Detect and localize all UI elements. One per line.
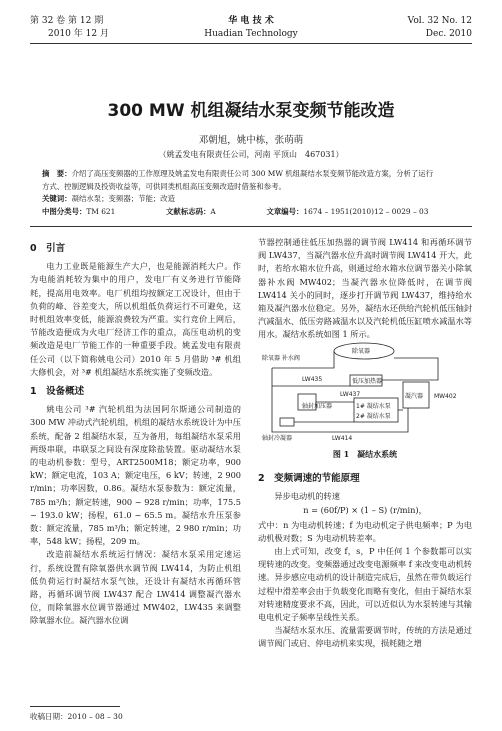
right-column-top bbox=[258, 236, 472, 342]
header-journal-cn: 华 电 技 术 bbox=[228, 16, 274, 26]
label-pump1: 1# 凝结水泵 bbox=[356, 403, 391, 410]
header-rule bbox=[30, 43, 472, 44]
header-date-en: Dec. 2010 bbox=[425, 29, 472, 39]
abstract-rule bbox=[30, 226, 472, 227]
artno-label: 文章编号： bbox=[266, 206, 304, 216]
received-date: 收稿日期：2010 – 08 – 30 bbox=[30, 712, 123, 721]
header-vol-cn: 第 32 卷 第 12 期 bbox=[30, 16, 104, 26]
label-condenser: 凝汽器 bbox=[405, 393, 424, 400]
clc-label: 中图分类号： bbox=[42, 206, 87, 216]
label-lw414: LW414 bbox=[332, 435, 353, 442]
paper-title: 300 MW 机组凝结水泵变频节能改造 bbox=[107, 101, 395, 121]
header-vol-en: Vol. 32 No. 12 bbox=[407, 16, 472, 26]
clc: TM 621 bbox=[86, 206, 116, 216]
section-1-paragraph-2: 改造前凝结水系统运行情况：凝结水泵采用定速运行，系统设置有除氧器供水调节阀 LW414，为防止机组低负荷运行时凝结水泵气蚀，还设计有凝结水再循环管路，再循环调节阀 LW437 配合 LW414 调整凝汽器水位，而除氧器水位调节器通过 MW402，LW435 来调整除氧器水位。凝汽器水位调 bbox=[30, 549, 241, 626]
section-2-paragraph-4: 当凝结水泵水压、流量需要调节时，传统的方法是通过调节阀门或启、停电动机来实现，损耗随之增 bbox=[258, 625, 472, 649]
label-deaerator-valve: 除氧器 补水阀 bbox=[262, 355, 300, 362]
abstract-label: 摘 要： bbox=[42, 169, 72, 178]
right-paragraph-1: 节器控制通往低压加热器的调节阀 LW414 和再循环调节阀 LW437，当凝汽器水位升高时调节阀 LW414 开大，此时，若给水箱水位升高，则通过给水箱水位调节器关小除氧器补水阀 MW402；当凝汽器水位降低时，在调节阀 LW414 关小的同时，逐步打开调节阀 LW437，维持给水箱及凝汽器水位稳定。另外，凝结水还供给汽轮机低压轴封汽减温水、低压旁路减温水以及汽轮机低压缸喷水减温水等用水。凝结水系统如图 1 所示。 bbox=[258, 237, 472, 340]
section-2-heading: 2 变频调速的节能原理 bbox=[258, 473, 360, 484]
label-shaft-cooler: 轴封冷凝器 bbox=[262, 435, 293, 442]
section-1-paragraph-1: 姚电公司 ³# 汽轮机组为法国阿尔斯通公司制造的 300 MW 冲动式汽轮机组，机组的凝结水系统设计为中压系统，配备 2 组凝结水泵，互为备用，每组凝结水泵采用两级串联，串联泵之间设有深度除盐装置。驱动凝结水泵的电动机参数：型号，ART2500M18；额定功率，900 kW；额定电流，103 A；额定电压，6 kV；转速，2 900 r/min；功率因数，0.86。凝结水泵参数为：额定流量，785 m³/h；额定转速，900 ~ 928 r/min；功率，175.5 ~ 193.0 kW；扬程，61.0 ~ 65.5 m。凝结水升压泵参数：额定流量，785 m³/h；额定转速，2 980 r/min；功率，548 kW；扬程，209 m。 bbox=[30, 404, 241, 547]
label-mw402: MW402 bbox=[434, 393, 457, 400]
footnote-rule bbox=[30, 706, 120, 707]
section-1-heading: 1 设备概述 bbox=[30, 386, 85, 398]
section-2-paragraph-2: 式中：n 为电动机转速；f 为电动机定子供电频率；P 为电动机极对数；S 为电动机转差率。 bbox=[258, 519, 472, 543]
left-column bbox=[30, 236, 241, 628]
figure-caption: 图 1 凝结水系统 bbox=[332, 449, 398, 459]
abstract-text-2: 方式、控制逻辑及投资收益等，可供同类机组高压变频改造时借鉴和参考。 bbox=[42, 181, 286, 191]
artno: 1674 – 1951(2010)12 – 0029 – 03 bbox=[303, 206, 429, 216]
keywords-line bbox=[42, 193, 462, 206]
paper-authors: 邓朝旭，姚中栋，张萌萌 bbox=[198, 135, 304, 146]
keywords-label: 关键词： bbox=[42, 194, 72, 203]
abstract-line-2 bbox=[42, 181, 462, 194]
right-column-bottom bbox=[258, 466, 472, 651]
classification-line bbox=[42, 206, 462, 219]
condensate-system-figure bbox=[258, 338, 472, 444]
speed-formula: n = (60f/P) × (1 – S) (r/min)， bbox=[303, 505, 427, 516]
abstract-text-1: 介绍了高压变频器的工作原理及姚孟发电有限责任公司 300 MW 机组凝结水泵变频节能改造方案，分析了运行 bbox=[71, 169, 434, 178]
label-pump2: 2# 凝结水泵 bbox=[356, 413, 391, 420]
doccode-label: 文献标志码： bbox=[166, 206, 211, 216]
section-2-paragraph-1: 异步电动机的转速 bbox=[274, 491, 340, 502]
paper-affiliation: （姚孟发电有限责任公司，河南 平顶山 467031） bbox=[158, 150, 344, 159]
abstract-block bbox=[42, 168, 462, 218]
label-aux-cond: 轴封加压器 bbox=[302, 403, 333, 410]
abstract-line-1 bbox=[42, 168, 462, 181]
section-0-paragraph: 电力工业既是能源生产大户，也是能源消耗大户。作为电能消耗较为集中的用户，发电厂有义务进行节能降耗，提高用电效率。电厂机组均按额定工况设计，但由于负荷的峰、谷差变大，所以机组低负荷运行不可避免，这时机组效率变低，能源浪费较为严重。实行竞价上网后，节能改造便成为火电厂经济工作的重点，高压电动机的变频改造是电厂节能工作的一种重要手段。姚孟发电有限责任公司（以下简称姚电公司）2010 年 5 月借助 ³# 机组大修机会，对 ³# 机组凝结水系统实施了变频改造。 bbox=[30, 261, 241, 377]
header-date-cn: 2010 年 12 月 bbox=[48, 29, 109, 39]
label-lw437: LW437 bbox=[340, 391, 361, 398]
pipe-return bbox=[382, 358, 438, 380]
doccode: A bbox=[210, 206, 216, 216]
section-0-heading: 0 引言 bbox=[30, 243, 66, 254]
label-lp-heater: 低压加热器 bbox=[352, 378, 383, 385]
label-deaerator: 除氧器 bbox=[352, 348, 371, 355]
label-lw435: LW435 bbox=[302, 376, 323, 383]
section-2-paragraph-3: 由上式可知，改变 f，s，P 中任何 1 个参数都可以实现转速的改变。变频器通过改变电源频率 f 来改变电动机转速。异步感应电动机的设计制造完成后，虽然在带负载运行过程中滑差率会由于负载变化而略有变化，但由于凝结水泵对转速精度要求不高，因此，可以近似认为水泵转速与其输电电机定子频率呈线性关系。 bbox=[258, 546, 472, 623]
header-journal-en: Huadian Technology bbox=[204, 29, 298, 39]
keywords: 凝结水泵；变频器；节能；改造 bbox=[71, 194, 176, 203]
shaft-cooler-shape bbox=[280, 418, 294, 426]
